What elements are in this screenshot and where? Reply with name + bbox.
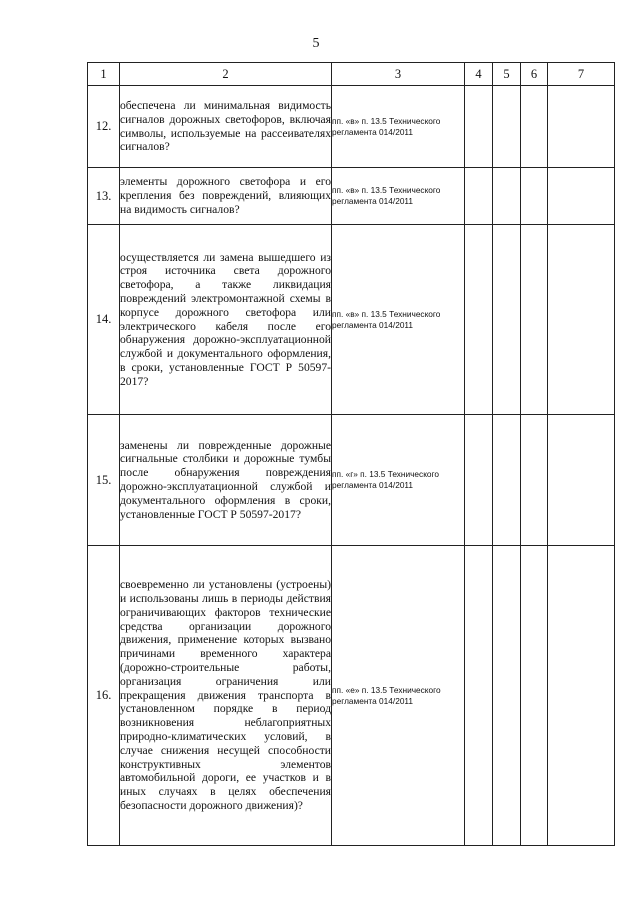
question-text: своевременно ли установлены (устроены) и использованы лишь в периоды действия ограничивающих факторов технические средства организации дорожного движения, применение которых вызвано причинами временного характера (дорожно-строительные работы, организация ограничения или прекращения движения транспорта в установленном порядке в период возникновения неблагоприятных природно-климатических условий, в случае снижения несущей способности конструктивных элементов автомобильной дороги, ее участков и в иных случаях в целях обеспечения безопасности дорожного движения)?: [120, 546, 332, 846]
table-row-14: [88, 225, 615, 415]
answer-cell-no[interactable]: [493, 86, 521, 168]
question-text: элементы дорожного светофора и его крепления без повреждений, влияющих на видимость сигналов?: [120, 168, 332, 225]
regulation-reference: пп. «в» п. 13.5 Технического регламента 014/2011: [332, 86, 465, 168]
regulation-reference: пп. «в» п. 13.5 Технического регламента 014/2011: [332, 168, 465, 225]
regulation-reference: пп. «в» п. 13.5 Технического регламента 014/2011: [332, 225, 465, 415]
answer-cell-na[interactable]: [521, 546, 548, 846]
notes-cell[interactable]: [548, 168, 615, 225]
row-number: 16.: [88, 546, 120, 846]
table-row-16: [88, 546, 615, 846]
answer-cell-no[interactable]: [493, 546, 521, 846]
notes-cell[interactable]: [548, 86, 615, 168]
column-header-7: 7: [548, 63, 615, 86]
row-number: 13.: [88, 168, 120, 225]
regulation-reference: пп. «е» п. 13.5 Технического регламента 014/2011: [332, 546, 465, 846]
column-header-4: 4: [465, 63, 493, 86]
notes-cell[interactable]: [548, 415, 615, 546]
answer-cell-na[interactable]: [521, 415, 548, 546]
notes-cell[interactable]: [548, 546, 615, 846]
answer-cell-na[interactable]: [521, 225, 548, 415]
table-row-12: [88, 86, 615, 168]
row-number: 15.: [88, 415, 120, 546]
answer-cell-yes[interactable]: [465, 86, 493, 168]
answer-cell-yes[interactable]: [465, 415, 493, 546]
notes-cell[interactable]: [548, 225, 615, 415]
checklist-table: [87, 62, 615, 846]
answer-cell-na[interactable]: [521, 168, 548, 225]
answer-cell-no[interactable]: [493, 168, 521, 225]
page-number: 5: [312, 36, 320, 51]
regulation-reference: пп. «г» п. 13.5 Технического регламента 014/2011: [332, 415, 465, 546]
column-header-5: 5: [493, 63, 521, 86]
column-header-2: 2: [120, 63, 332, 86]
answer-cell-no[interactable]: [493, 415, 521, 546]
question-text: осуществляется ли замена вышедшего из строя источника света дорожного светофора, а также ликвидация повреждений электромонтажной схемы в корпусе дорожного светофора или электрического кабеля после его обнаружения дорожно-эксплуатационной службой и документального оформления, в сроки, установленные ГОСТ Р 50597-2017?: [120, 225, 332, 415]
answer-cell-yes[interactable]: [465, 225, 493, 415]
header-row: [88, 63, 615, 86]
answer-cell-yes[interactable]: [465, 546, 493, 846]
table-row-15: [88, 415, 615, 546]
answer-cell-na[interactable]: [521, 86, 548, 168]
column-header-6: 6: [521, 63, 548, 86]
row-number: 14.: [88, 225, 120, 415]
column-header-1: 1: [88, 63, 120, 86]
answer-cell-no[interactable]: [493, 225, 521, 415]
question-text: обеспечена ли минимальная видимость сигналов дорожных светофоров, включая символы, используемые на рассеивателях сигналов?: [120, 86, 332, 168]
row-number: 12.: [88, 86, 120, 168]
column-header-3: 3: [332, 63, 465, 86]
table-row-13: [88, 168, 615, 225]
question-text: заменены ли поврежденные дорожные сигнальные столбики и дорожные тумбы после обнаружения повреждения дорожно-эксплуатационной службой и документального оформления в сроки, установленные ГОСТ Р 50597-2017?: [120, 415, 332, 546]
answer-cell-yes[interactable]: [465, 168, 493, 225]
